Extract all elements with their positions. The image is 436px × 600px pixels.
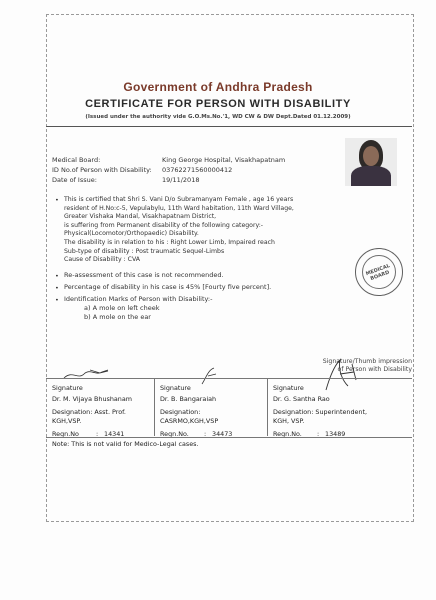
cert-line: resident of H.No:c-5, Vepulabylu, 11th Ward habitation, 11th Ward Village, (64, 204, 294, 212)
regn-separator: : (317, 430, 320, 438)
date-of-issue-label: Date of Issue: (52, 176, 97, 184)
identification-label: Identification Marks of Person with Disability:- (64, 295, 213, 303)
cert-line: Greater Vishaka Mandal, Visakhapatnam District, (64, 213, 217, 221)
identification-mark-b: b) A mole on the ear (84, 313, 151, 321)
certificate-title: CERTIFICATE FOR PERSON WITH DISABILITY (85, 98, 351, 110)
signature-2-scribble (196, 364, 226, 386)
regn-number: 34473 (212, 430, 233, 438)
header-rule (46, 126, 412, 127)
authority-line: (Issued under the authority vide G.O.Ms.No.'1, WD CW & DW Dept.Dated 01.12.2009) (85, 114, 351, 120)
medical-board-stamp: MEDICAL BOARD (355, 248, 403, 296)
cert-line: is suffering from Permanent disability of the following category:- (64, 221, 264, 229)
bullet-icon: • (55, 196, 59, 204)
designation-line: Designation: Asst. Prof. (52, 408, 126, 416)
cert-line: The disability is in relation to his : Right Lower Limb, Impaired reach (64, 238, 275, 246)
note-rule (46, 437, 412, 438)
bullet-icon: • (55, 284, 59, 292)
designation-line: Designation: Superintendent, (273, 408, 368, 416)
bullet-icon: • (55, 272, 59, 280)
reassessment-text: Re-assessment of this case is not recommended. (64, 271, 224, 279)
medical-board-value: King George Hospital, Visakhapatnam (162, 156, 286, 164)
signatory-divider (267, 378, 268, 436)
signature-label: Signature (273, 384, 304, 392)
regn-separator: : (204, 430, 207, 438)
cert-line: Cause of Disability : CVA (64, 256, 141, 264)
cert-line: Physical(Locomotor/Orthopaedic) Disability. (64, 230, 199, 238)
government-heading: Government of Andhra Pradesh (123, 80, 313, 94)
percentage-text: Percentage of disability in his case is 45% [Fourty five percent]. (64, 283, 272, 291)
designation-line: CASRMO,KGH,VSP (160, 417, 219, 425)
signature-1-scribble (62, 366, 132, 382)
signature-label: Signature (160, 384, 191, 392)
regn-label: Regn.No. (160, 430, 189, 438)
regn-number: 13489 (325, 430, 346, 438)
signatory-name: Dr. M. Vijaya Bhushanam (52, 395, 133, 403)
thumb-impression-label: Signature/Thumb impression of Person with Disability (322, 358, 412, 373)
regn-label: Regn.No. (273, 430, 302, 438)
regn-number: 14341 (104, 430, 125, 438)
designation-line: KGH, VSP. (273, 417, 305, 425)
identification-mark-a: a) A mole on left cheek (84, 304, 160, 312)
signatory-name: Dr. B. Bangaraiah (160, 395, 217, 403)
cert-line: This is certified that Shri S. Vani D/o Subramanyam Female , age 16 years (64, 196, 294, 203)
signatory-name: Dr. G. Santha Rao (273, 395, 330, 403)
applicant-photo (345, 138, 397, 186)
designation-line: Designation: (160, 408, 201, 416)
bullet-icon: • (55, 296, 59, 304)
medico-legal-note: Note: This is not valid for Medico-Legal cases. (52, 440, 199, 448)
certification-text (64, 196, 364, 265)
date-of-issue-value: 19/11/2018 (162, 176, 200, 184)
id-label: ID No.of Person with Disability: (52, 166, 152, 174)
signature-3-scribble (318, 356, 364, 396)
regn-label: Regn.No (52, 430, 79, 438)
designation-line: KGH,VSP. (52, 417, 82, 425)
signatory-top-rule (46, 378, 412, 379)
medical-board-label: Medical Board: (52, 156, 101, 164)
signatory-divider (154, 378, 155, 436)
id-value: 03762271560000412 (162, 166, 233, 174)
signature-label: Signature (52, 384, 83, 392)
regn-separator: : (96, 430, 99, 438)
cert-line: Sub-type of disability : Post traumatic Sequel-Limbs (64, 247, 225, 255)
